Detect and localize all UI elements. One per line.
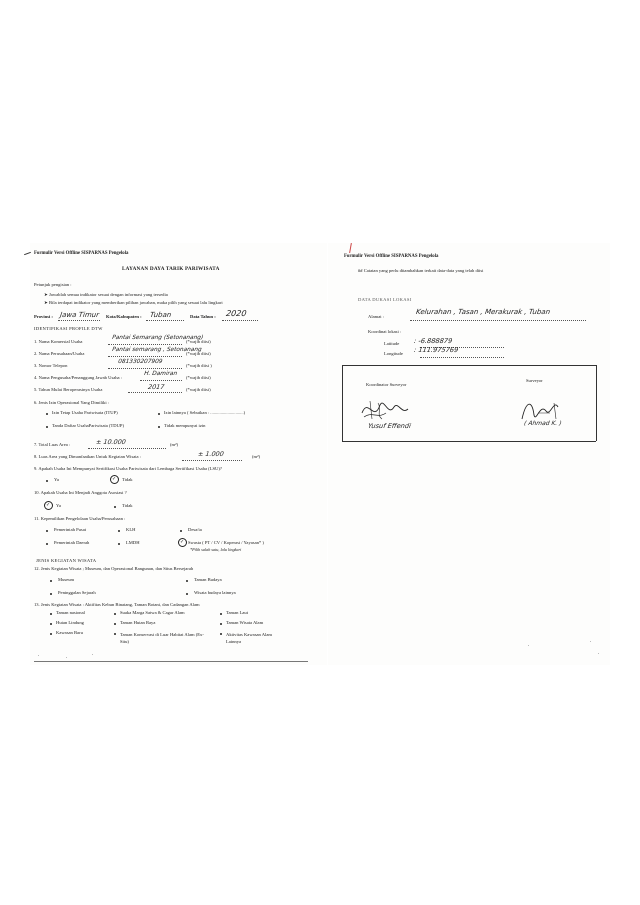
field-5-label: 5. Tahun Mulai Beroperasinya Usaha: [34, 387, 103, 392]
q13-option-3: Taman Laut: [226, 610, 248, 615]
latitude-label: Latitude: [384, 341, 400, 346]
field-5-value: 2017: [147, 383, 165, 391]
tahun-label: Data Tahun :: [190, 314, 216, 319]
bullet: [158, 426, 160, 428]
q13-option-6: Taman Wisata Alam: [226, 620, 264, 625]
q8-label: 8. Luas Area yang Dimanfaatkan Untuk Kegiatan Wisata :: [34, 454, 142, 459]
q11-option-6: Swasta ( PT / CV / Koperasi / Yayasan* ): [188, 540, 264, 545]
section-identifikasi: IDENTIFIKASI PROFILE DTW: [34, 326, 103, 331]
right-header: Formulir Versi Offline SISPARNAS Pengelola: [344, 254, 439, 259]
q11-option-5: LMDH: [126, 540, 140, 545]
field-4-line: [140, 380, 182, 381]
check-mark: ✓: [180, 540, 185, 545]
q7-label: 7. Total Luas Area :: [34, 442, 71, 447]
check-mark: ✓: [46, 503, 51, 508]
q13-option-9: Aktivitas Kawasan Alam Lainnya: [226, 632, 272, 645]
q9-option-ya: Ya: [54, 477, 59, 482]
q6-option-3: Tanda Daftar UsahaPariwisata (TDUP): [52, 423, 125, 428]
provinsi-value: Jawa Timur: [59, 311, 100, 319]
bullet: [50, 593, 52, 595]
bullet: [46, 530, 48, 532]
scan-speck: [590, 641, 591, 642]
field-2-label: 2. Nama Perusahaan/Usaha: [34, 351, 85, 356]
petunjuk-1: ➤ Jawablah semua indikator sesuai dengan informasi yang tersedia: [44, 292, 168, 297]
signature-box-top: [342, 365, 596, 366]
bullet: [114, 623, 116, 625]
left-form-page: [30, 243, 327, 665]
field-1-label: 1. Nama Komersial Usaha: [34, 339, 83, 344]
right-form-page: [328, 243, 610, 665]
field-3-value: 081330207909: [117, 359, 163, 365]
q9-label: 9. Apakah Usaha Ini Mempunyai Sertifikasi Usaha Pariwisata dari Lembaga Sertifikasi Usaha (LSU)?: [34, 466, 222, 471]
q11-note: *Pilih salah satu, lalu lingkari: [190, 547, 242, 552]
field-5-req: (*wajib diisi): [186, 387, 211, 392]
field-4-req: (*wajib diisi): [186, 375, 211, 380]
alamat-line: [410, 320, 586, 321]
q13-option-2: Suaka Marga Satwa & Cagar Alam: [120, 610, 185, 615]
scan-speck: [38, 655, 39, 656]
provinsi-label: Provinsi :: [34, 314, 53, 319]
bullet: [46, 480, 48, 482]
bullet: [46, 543, 48, 545]
q13-option-8: Taman Konservasi di Luar Habitat Alam (Ex-Situ): [120, 632, 204, 645]
bullet: [158, 413, 160, 415]
q6-option-2: Izin lainnya ( Sebutkan : .............................): [164, 410, 246, 415]
signature-box-bottom: [342, 441, 596, 442]
bullet: [220, 613, 222, 615]
bullet: [46, 413, 48, 415]
q10-option-ya: Ya: [56, 503, 61, 508]
alamat-value: Kelurahan , Tasan , Merakurak , Tuban: [415, 308, 551, 316]
q10-label: 10. Apakah Usaha Ini Menjadi Anggota Asosiasi ?: [34, 490, 127, 495]
alamat-label: Alamat :: [368, 314, 384, 319]
section-jenis: JENIS KEGIATAN WISATA: [36, 558, 97, 563]
bullet: [50, 623, 52, 625]
bullet: [46, 426, 48, 428]
petunjuk-label: Petunjuk pengisian :: [34, 282, 72, 287]
petunjuk-2: ➤ Bila terdapat indikator yang memberikan pilihan jawaban, maka pilih yang sesuai lalu lingkari: [44, 300, 223, 305]
note-label: ## Catatan yang perlu ditambahkan terkait data-data yang telah diisi: [358, 268, 484, 273]
form-title: LAYANAN DAYA TARIK PARIWISATA: [122, 266, 220, 272]
q12-label: 12. Jenis Kegiatan Wisata ; Museum, dan Operasional Bangunan, dan Situs Bersejarah: [34, 566, 194, 571]
scan-speck: [66, 657, 67, 658]
page-mark: [24, 252, 31, 255]
q12-option-1: Museum: [58, 577, 75, 582]
q11-option-3: Desa/ta: [188, 527, 202, 532]
field-5-line: [128, 392, 182, 393]
scan-speck: [528, 645, 529, 646]
bullet: [220, 623, 222, 625]
bullet: [50, 633, 52, 635]
signature-1-name: Yusuf Effendi: [367, 422, 412, 430]
field-4-label: 4. Nama Pengusaha/Penanggung Jawab Usaha :: [34, 375, 123, 380]
page-mark: [349, 243, 352, 253]
kota-label: Kota/Kabupaten :: [106, 314, 142, 319]
field-2-line: [108, 356, 182, 357]
q8-unit: (m²): [252, 454, 261, 459]
q8-line: [182, 460, 242, 461]
scan-speck: [598, 653, 599, 654]
latitude-value: : -6.888879: [413, 337, 453, 345]
field-3-req: (*wajib diisi ): [186, 363, 212, 368]
q11-option-4: Pemerintah Daerah: [54, 540, 90, 545]
q11-option-2: KLH: [126, 527, 136, 532]
bullet: [114, 633, 116, 635]
q13-option-7: Kawasan Baru: [56, 630, 83, 635]
provinsi-line: [58, 320, 100, 321]
tahun-line: [222, 320, 258, 321]
q7-value: ± 10.000: [95, 438, 127, 446]
page-bottom-edge: [34, 661, 308, 662]
tahun-value: 2020: [225, 309, 248, 318]
check-mark: ✓: [112, 477, 117, 482]
bullet: [186, 593, 188, 595]
signature-box-right: [596, 365, 597, 441]
q12-option-3: Peninggalan Sejarah: [58, 590, 96, 595]
q13-option-5: Taman Hutan Raya: [120, 620, 156, 625]
q11-option-1: Pemerintah Pusat: [54, 527, 87, 532]
q6-option-4: Tidak mempunyai izin: [164, 423, 206, 428]
q12-option-2: Taman Budaya: [194, 577, 222, 582]
longitude-line: [420, 357, 504, 358]
q9-option-tidak: Tidak: [122, 477, 133, 482]
q7-unit: (m²): [170, 442, 179, 447]
bullet: [180, 530, 182, 532]
bullet: [50, 613, 52, 615]
bullet: [114, 506, 116, 508]
q11-label: 11. Kepemilikan Pengelolaan Usaha/Perusahaan :: [34, 516, 126, 521]
kota-value: Tuban: [149, 311, 172, 319]
q12-option-4: Wisata budaya lainnya: [194, 590, 236, 595]
koordinat-label: Koordinat lokasi :: [368, 329, 402, 334]
q7-line: [88, 448, 166, 449]
bullet: [50, 580, 52, 582]
field-2-value: Pantai semarang , Setonanang: [111, 347, 203, 353]
signature-box-left: [342, 365, 343, 441]
q10-option-tidak: Tidak: [122, 503, 133, 508]
q13-option-4: Hutan Lindung: [56, 620, 84, 625]
bullet: [186, 580, 188, 582]
signature-2-name: ( Ahmad K. ): [523, 420, 563, 427]
surveyor-label: Surveyor: [526, 378, 543, 383]
left-header: Formulir Versi Offline SISPARNAS Pengelola: [34, 251, 129, 256]
q6-label: 6. Jenis Izin Operasional Yang Dimiliki :: [34, 400, 110, 405]
q13-label: 13. Jenis Kegiatan Wisata : Aktifitas Kebun Binatang, Taman Botani, dan Cadangan Alam: [34, 602, 200, 607]
kota-line: [146, 320, 184, 321]
scan-speck: [92, 654, 93, 655]
bullet: [118, 530, 120, 532]
kadus-label: Koordinator Surveyor: [366, 382, 407, 387]
q13-option-1: Taman nasional: [56, 610, 85, 615]
field-1-line: [108, 344, 182, 345]
longitude-value: : 111.975769: [413, 346, 459, 354]
field-4-value: H. Damiran: [143, 371, 178, 377]
field-3-line: [108, 368, 182, 369]
field-3-label: 3. Nomor Telepon: [34, 363, 68, 368]
field-1-value: Pantai Semarang (Setonanang): [111, 335, 204, 341]
bullet: [220, 633, 222, 635]
bullet: [114, 613, 116, 615]
field-1-req: (*wajib diisi): [186, 339, 211, 344]
section-lokasi: DATA DUKASI LOKASI: [358, 297, 412, 302]
bullet: [118, 543, 120, 545]
q8-value: ± 1.000: [197, 450, 225, 458]
q6-option-1: Izin Tetap Usaha Pariwisata (ITUP): [52, 410, 118, 415]
field-2-req: (*wajib diisi): [186, 351, 211, 356]
longitude-label: Longitude: [384, 351, 403, 356]
